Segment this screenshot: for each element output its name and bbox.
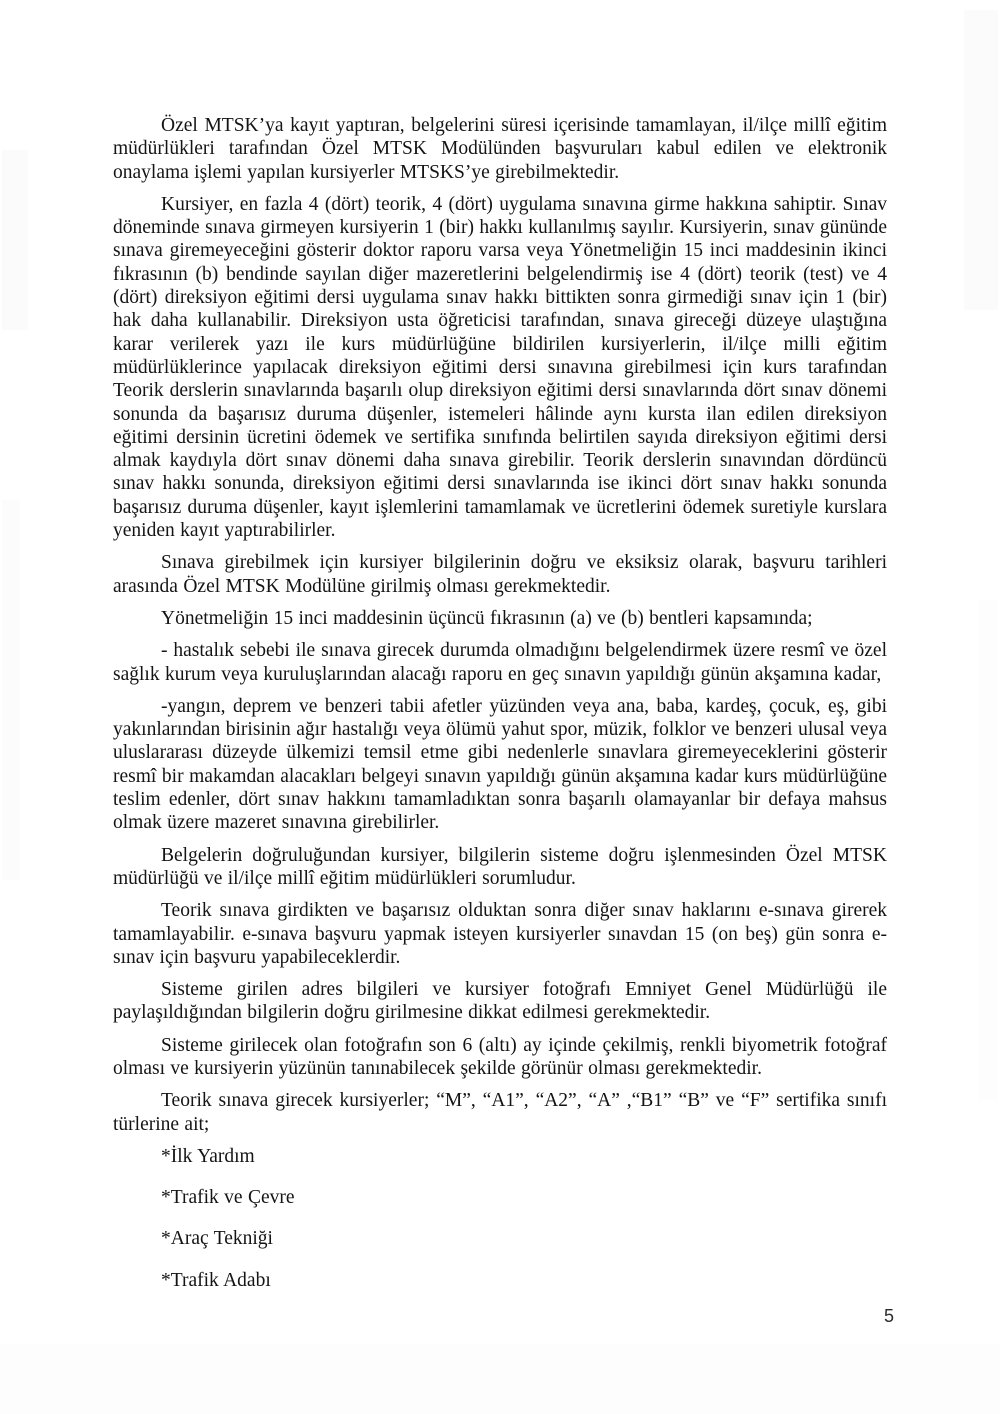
scan-artifact [978,600,998,1100]
paragraph-certificate-classes: Teorik sınava girecek kursiyerler; “M”, “A1”, “A2”, “A” ,“B1” “B” ve “F” sertifika sınıfı türlerine ait; [113,1090,887,1135]
list-item-traffic-environment: *Trafik ve Çevre [161,1187,295,1209]
paragraph-application-dates: Sınava girebilmek için kursiyer bilgilerinin doğru ve eksiksiz olarak, başvuru tarihleri arasında Özel MTSK Modülüne girilmiş olması gerekmektedir. [113,552,887,597]
paragraph-responsibility: Belgelerin doğruluğundan kursiyer, bilgilerin sisteme doğru işlenmesinden Özel MTSK müdürlüğü ve il/ilçe millî eğitim müdürlükleri sorumludur. [113,844,887,889]
list-item-first-aid: *İlk Yardım [161,1145,255,1167]
paragraph-e-exam: Teorik sınava girdikten ve başarısız olduktan sonra diğer sınav haklarını e-sınava girerek tamamlayabilir. e-sınava başvuru yapmak isteyen kursiyerler sınavdan 15 (on beş) gün sonra e-sınav için başvuru yapabileceklerdir. [113,900,887,968]
list-item-vehicle-technique: *Araç Tekniği [161,1228,273,1250]
paragraph-regulation-clause: Yönetmeliğin 15 inci maddesinin üçüncü fıkrasının (a) ve (b) bentleri kapsamında; [161,607,813,629]
paragraph-exam-rights: Kursiyer, en fazla 4 (dört) teorik, 4 (dört) uygulama sınavına girme hakkına sahiptir. Sınav döneminde sınava girmeyen kursiyerin 1 (bir) hakkı kullanılmış sayılır. Kursiyerin, sınav gününde sınava giremeyeceğini gösterir doktor raporu varsa veya Yönetmeliğin 15 inci maddesinin ikinci fıkrasının (b) bendinde sayılan diğer mazeretlerini belgelendirmiş ise 4 (dört) teorik (test) ve 4 (dört) direksiyon eğitimi dersi uygulama sınav hakkı bittikten sonra girmediği sınav için 1 (bir) hak daha kullanabilir. Direksiyon usta öğreticisi tarafından, sınava gireceği düzeye ulaştığına karar verilerek yazı ile kurs müdürlüğüne bildirilen kursiyerlerin, il/ilçe milli eğitim müdürlüklerince yapılacak direksiyon eğitimi dersi sınavına girebilmesi için kurs tarafından Teorik derslerin sınavlarında başarılı olup direksiyon eğitimi dersi sınavlarında dört sınav dönemi sonunda da başarısız duruma düşenler, istemeleri hâlinde aynı kursta ilan edilen direksiyon eğitimi dersinin ücretini ödemek ve sertifika sınıfında belirtilen sayıda direksiyon eğitimi dersi almak kaydıyla dört sınav dönemi daha sınava girebilir. Teorik derslerin sınavından dördüncü sınav hakkı sonunda, direksiyon eğitimi dersi sınavlarında ise ikinci dört sınav hakkı sonunda başarısız duruma düşenler, kayıt işlemlerini tamamlamak ve ücretlerini ödemek suretiyle kurslara yeniden kayıt yaptırabilirler. [113,193,887,542]
document-body [113,114,887,1310]
scan-artifact [2,500,20,880]
scan-artifact [0,1344,1000,1414]
paragraph-illness-excuse: - hastalık sebebi ile sınava girecek durumda olmadığını belgelendirmek üzere resmî ve özel sağlık kurum veya kuruluşlarından alacağı raporu en geç sınavın yapıldığı günün akşamına kadar, [113,640,887,685]
paragraph-address-sharing: Sisteme girilen adres bilgileri ve kursiyer fotoğrafı Emniyet Genel Müdürlüğü ile paylaşıldığından bilgilerin doğru girilmesine dikkat edilmesi gerekmektedir. [113,979,887,1024]
list-item-traffic-etiquette: *Trafik Adabı [161,1269,271,1291]
paragraph-photo-requirements: Sisteme girilecek olan fotoğrafın son 6 (altı) ay içinde çekilmiş, renkli biyometrik fotoğraf olması ve kursiyerin yüzünün tanınabilecek şekilde görünür olması gerekmektedir. [113,1034,887,1079]
paragraph-registration: Özel MTSK’ya kayıt yaptıran, belgelerini süresi içerisinde tamamlayan, il/ilçe millî eğitim müdürlükleri tarafından Özel MTSK Modülünden başvuruları kabul edilen ve elektronik onaylama işlemi yapılan kursiyerler MTSKS’ye girebilmektedir. [113,115,887,183]
paragraph-disaster-excuse: -yangın, deprem ve benzeri tabii afetler yüzünden veya ana, baba, kardeş, çocuk, eş, gibi yakınlarından birisinin ağır hastalığı veya ölümü yahut spor, müzik, folklor ve benzeri ulusal veya uluslararası düzeyde ülkemizi temsil etme gibi nedenlerle sınavlara giremeyeceklerini gösterir resmî bir makamdan alacakları belgeyi sınavın yapıldığı günün akşamına kadar kurs müdürlüğüne teslim edenler, dört sınav hakkını tamamladıktan sonra başarılı olamayanlar bir defaya mahsus olmak üzere mazeret sınavına girebilirler. [113,695,887,834]
scan-artifact [2,150,28,330]
scan-artifact [964,10,998,310]
page-number: 5 [883,1306,894,1326]
